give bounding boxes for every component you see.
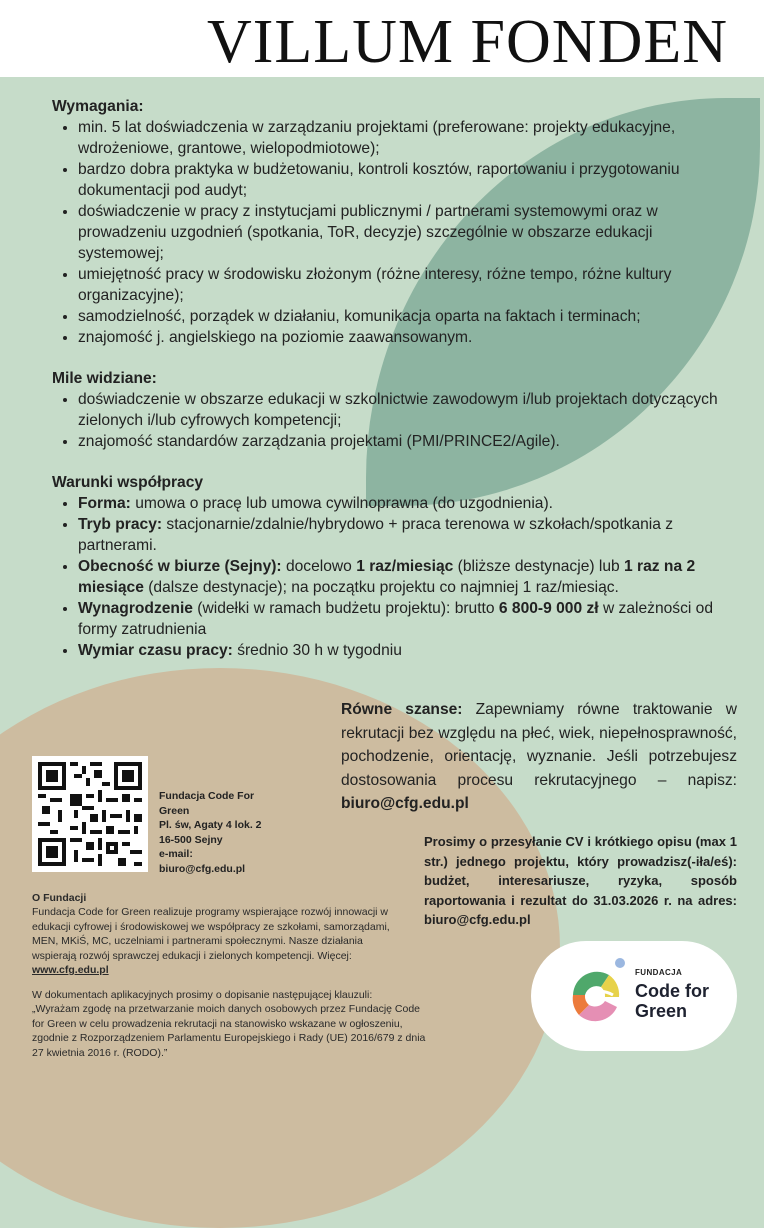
requirements-list: [52, 117, 722, 348]
gdpr-clause: [32, 988, 432, 1060]
list-item: • min. 5 lat doświadczenia w zarządzaniu projektami (preferowane: projekty edukacyjne, wdrożeniowe, grantowe, wielopodmiotowe);: [78, 117, 722, 159]
equal-text: Zapewniamy równe traktowanie w rekrutacji bez względu na płeć, wiek, niepełnosprawność, pochodzenie, orientację, wyznanie. Jeśli potrzebujesz dostosowania procesu rekrutacyjnego – napisz:: [341, 701, 737, 789]
logo-small-text: FUNDACJA: [635, 968, 683, 977]
address-line: 16-500 Sejny: [159, 833, 223, 846]
conditions-title: Warunki współpracy: [52, 474, 204, 491]
offer-body: [52, 96, 722, 661]
list-item: • doświadczenie w pracy z instytucjami publicznymi / partnerami systemowymi oraz w prowadzeniu uzgodnień (spotkania, ToR, decyzje) szczególnie w obszarze edukacji systemowej;: [78, 201, 722, 264]
condition-form: • Forma: umowa o pracę lub umowa cywilnoprawna (do uzgodnienia).: [78, 493, 722, 514]
list-item: • znajomość j. angielskiego na poziomie zaawansowanym.: [78, 327, 722, 348]
qr-code-icon: [38, 762, 142, 866]
about-foundation: [32, 891, 402, 977]
address-email[interactable]: biuro@cfg.edu.pl: [159, 862, 246, 875]
nice-to-have-title: Mile widziane:: [52, 370, 157, 387]
address-line: Pl. św, Agaty 4 lok. 2: [159, 819, 262, 831]
address-line: e-mail:: [159, 848, 193, 860]
condition-salary: • Wynagrodzenie (widełki w ramach budżetu projektu): brutto 6 800-9 000 zł w zależności od formy zatrudnienia: [78, 598, 722, 640]
brand-title: VILLUM FONDEN: [206, 8, 728, 76]
list-item: • znajomość standardów zarządzania projektami (PMI/PRINCE2/Agile).: [78, 431, 722, 452]
equal-email-link[interactable]: biuro@cfg.edu.pl: [341, 795, 469, 812]
website-link[interactable]: www.cfg.edu.pl: [32, 964, 109, 977]
nice-to-have-list: [52, 389, 722, 452]
foundation-address: [159, 789, 279, 876]
clause-intro: W dokumentach aplikacyjnych prosimy o dopisanie następującej klauzuli:: [32, 989, 373, 1001]
code-for-green-logo: [531, 941, 737, 1051]
about-text: Fundacja Code for Green realizuje programy wspierające rozwój innowacji w edukacji cyfrowej i środowiskowej we współpracy ze szkołami, samorządami, MEN, MKiŚ, MC, uczelniami i partnerami społecznymi. Nasze działania wspierają rozwój sprawczej edukacji i zielonych kompetencji. Więcej:: [32, 906, 390, 962]
list-item: • umiejętność pracy w środowisku złożonym (różne interesy, różne tempo, różne kultury organizacyjne);: [78, 264, 722, 306]
clause-text: „Wyrażam zgodę na przetwarzanie moich danych osobowych przez Fundację Code for Green w celu prowadzenia rekrutacji na stanowisko wskazane w ogłoszeniu, zgodnie z Rozporządzeniem Parlamentu Europejskiego i Rady (UE) 2016/679 z dnia 27 kwietnia 2016 r. (RODO).”: [32, 1003, 426, 1059]
qr-code[interactable]: [32, 756, 148, 872]
cv-instructions: Prosimy o przesyłanie CV i krótkiego opisu (max 1 str.) jednego projektu, który prowadzisz(-iła/eś): budżet, interesariusze, ryzyka, sposób raportowania i rezultat do 31.03.2026 r. na adres: biuro@cfg.edu.pl: [424, 834, 737, 927]
logo-name: Code for Green: [635, 981, 709, 1021]
list-item: • bardzo dobra praktyka w budżetowaniu, kontroli kosztów, raportowaniu i przygotowaniu dokumentacji pod audyt;: [78, 159, 722, 201]
requirements-title: Wymagania:: [52, 98, 144, 115]
condition-hours: • Wymiar czasu pracy: średnio 30 h w tygodniu: [78, 640, 722, 661]
list-item: • samodzielność, porządek w działaniu, komunikacja oparta na faktach i terminach;: [78, 306, 722, 327]
equal-opportunities: [341, 698, 737, 816]
condition-office: • Obecność w biurze (Sejny): docelowo 1 raz/miesiąc (bliższe destynacje) lub 1 raz na 2 miesiące (dalsze destynacje); na początku projektu co najmniej 1 raz/miesiąc.: [78, 556, 722, 598]
address-line: Fundacja Code For Green: [159, 790, 255, 817]
conditions-list: [52, 493, 722, 661]
list-item: • doświadczenie w obszarze edukacji w szkolnictwie zawodowym i/lub projektach dotyczących zielonych i/lub cyfrowych kompetencji;: [78, 389, 722, 431]
equal-label: Równe szanse:: [341, 701, 463, 718]
logo-mark-icon: [565, 957, 627, 1033]
about-title: O Fundacji: [32, 892, 87, 904]
condition-mode: • Tryb pracy: stacjonarnie/zdalnie/hybrydowo + praca terenowa w szkołach/spotkania z partnerami.: [78, 514, 722, 556]
header-bar: [0, 0, 764, 77]
